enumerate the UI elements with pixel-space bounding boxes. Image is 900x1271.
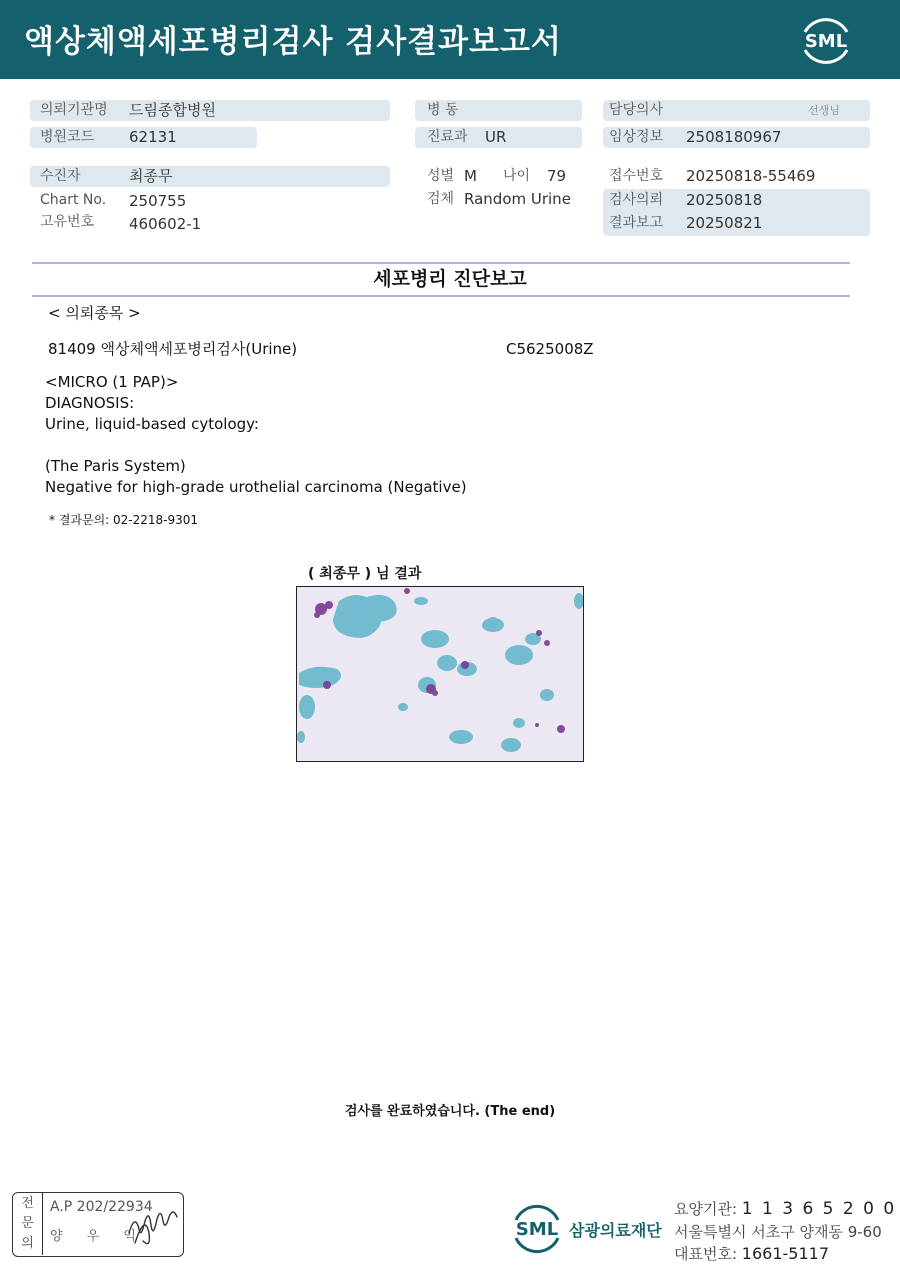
sex-value: M — [464, 167, 477, 185]
age-label: 나이 — [503, 168, 531, 184]
department-value: UR — [485, 128, 507, 146]
department-label: 진료과 — [427, 129, 468, 145]
result-line: (The Paris System) — [45, 457, 186, 475]
phone-value: 1661-5117 — [741, 1244, 830, 1263]
request-date-value: 20250818 — [686, 191, 763, 209]
footer-phone — [674, 1243, 829, 1264]
patient-value: 최종무 — [129, 167, 173, 185]
footer-org-name: 삼광의료재단 — [569, 1221, 662, 1240]
section-bottom-rule — [32, 295, 850, 297]
ap-number: A.P 202/22934 — [50, 1199, 153, 1215]
institution-no-value: 1 1 3 6 5 2 0 0 — [741, 1199, 897, 1219]
sml-logo-icon — [797, 12, 855, 66]
age-value: 79 — [547, 167, 567, 185]
vertical-char: 의 — [21, 1236, 34, 1251]
receipt-no-value: 20250818-55469 — [686, 167, 816, 185]
footer-institution-no — [674, 1198, 896, 1219]
test-code: C5625008Z — [506, 340, 594, 358]
cytology-micrograph — [296, 586, 584, 762]
specialist-vertical-label — [13, 1193, 43, 1255]
test-name: 81409 액상체액세포병리검사(Urine) — [48, 340, 298, 358]
pathologist-name: 양 우 익 — [50, 1229, 146, 1244]
end-text: 검사를 완료하였습니다. (The end) — [344, 1104, 556, 1119]
patient-label: 수진자 — [40, 168, 81, 184]
result-line: <MICRO (1 PAP)> — [45, 373, 179, 391]
footer-address: 서울특별시 서초구 양재동 9-60 — [674, 1223, 882, 1241]
unique-id-value: 460602-1 — [129, 215, 202, 233]
doctor-label: 담당의사 — [609, 102, 664, 118]
sml-footer-logo-icon — [508, 1198, 566, 1256]
phone-label: 대표번호: — [674, 1245, 738, 1263]
report-date-value: 20250821 — [686, 214, 763, 232]
specimen-value: Random Urine — [464, 190, 571, 208]
receipt-no-label: 접수번호 — [609, 168, 664, 184]
section-title: 세포병리 진단보고 — [373, 268, 527, 290]
unique-id-label: 고유번호 — [40, 214, 95, 230]
chart-no-value: 250755 — [129, 192, 187, 210]
chart-no-label: Chart No. — [40, 192, 107, 208]
hospital-code-value: 62131 — [129, 128, 177, 146]
result-line: DIAGNOSIS: — [45, 394, 135, 412]
request-date-label: 검사의뢰 — [609, 192, 664, 208]
doctor-suffix: 선생님 — [808, 104, 840, 117]
institution-value: 드림종합병원 — [129, 101, 216, 119]
report-date-label: 결과보고 — [609, 215, 664, 231]
institution-no-label: 요양기관: — [674, 1200, 738, 1218]
cytology-image — [297, 587, 584, 762]
svg-text:SML: SML — [804, 31, 848, 52]
patient-row-bg — [30, 166, 390, 187]
pathologist-signature-box — [12, 1192, 184, 1257]
ward-label: 병 동 — [427, 102, 459, 118]
specimen-label: 검체 — [427, 191, 455, 207]
vertical-char: 문 — [21, 1216, 34, 1231]
result-line: Negative for high-grade urothelial carcinoma (Negative) — [45, 478, 467, 496]
hospital-code-label: 병원코드 — [40, 129, 95, 145]
request-items-label: < 의뢰종목 > — [48, 304, 141, 322]
institution-label: 의뢰기관명 — [40, 102, 108, 118]
contact-note: * 결과문의: 02-2218-9301 — [49, 513, 199, 527]
report-title: 액상체액세포병리검사 검사결과보고서 — [24, 24, 562, 60]
image-caption: ( 최종무 ) 님 결과 — [308, 566, 422, 582]
handwritten-signature-icon — [125, 1203, 185, 1251]
report-header — [0, 0, 900, 79]
svg-text:SML: SML — [515, 1219, 559, 1240]
clinical-info-value: 2508180967 — [686, 128, 782, 146]
clinical-info-label: 임상정보 — [609, 129, 664, 145]
sex-label: 성별 — [427, 168, 455, 184]
vertical-char: 전 — [21, 1196, 34, 1211]
result-line: Urine, liquid-based cytology: — [45, 415, 259, 433]
